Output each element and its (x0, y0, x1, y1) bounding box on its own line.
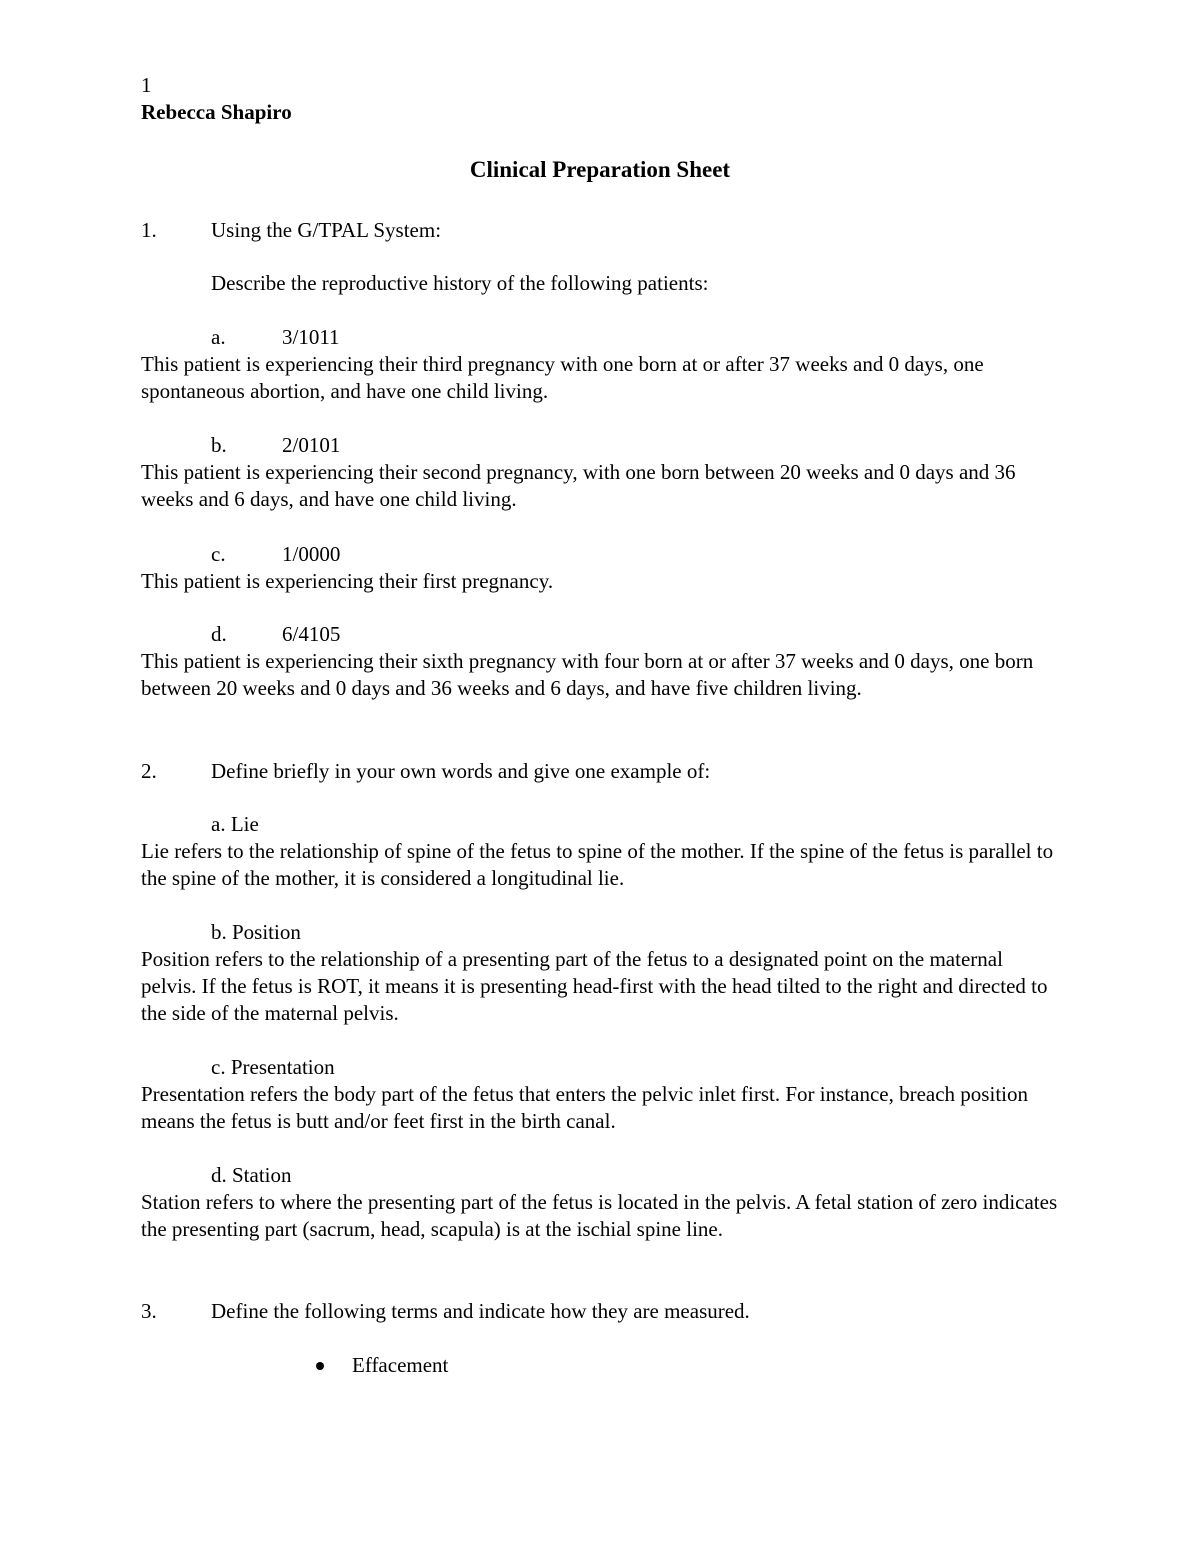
q1-item-d-label: d. (211, 622, 227, 646)
q1-item-a-label: a. (211, 325, 226, 349)
author-name: Rebecca Shapiro (141, 100, 292, 124)
q1-item-a-answer: This patient is experiencing their third pregnancy with one born at or after 37 weeks and 0 days, one spontaneous abortion, and have one child living. (141, 352, 984, 403)
q1-item-c-answer: This patient is experiencing their first pregnancy. (141, 569, 554, 593)
q2-item-c-label: c. Presentation (211, 1055, 335, 1079)
q1-item-a-code: 3/1011 (282, 325, 340, 349)
question-3-prompt: Define the following terms and indicate how they are measured. (211, 1299, 750, 1323)
question-3-number: 3. (141, 1299, 157, 1323)
q1-item-b-label: b. (211, 433, 227, 457)
q2-item-b-label: b. Position (211, 920, 301, 944)
q1-item-d-code: 6/4105 (282, 622, 341, 646)
q2-item-d-label: d. Station (211, 1163, 292, 1187)
question-1-number: 1. (141, 218, 157, 242)
question-1-instruction: Describe the reproductive history of the following patients: (211, 271, 709, 295)
q1-item-c-code: 1/0000 (282, 542, 341, 566)
q2-item-c-answer: Presentation refers the body part of the fetus that enters the pelvic inlet first. For instance, breach position means the fetus is butt and/or feet first in the birth canal. (141, 1082, 1028, 1133)
q1-item-d-answer: This patient is experiencing their sixth pregnancy with four born at or after 37 weeks and 0 days, one born between 20 weeks and 0 days and 36 weeks and 6 days, and have five children living. (141, 649, 1034, 700)
q1-item-b-code: 2/0101 (282, 433, 341, 457)
question-2-prompt: Define briefly in your own words and give one example of: (211, 759, 711, 783)
q2-item-b-answer: Position refers to the relationship of a presenting part of the fetus to a designated point on the maternal pelvis. If the fetus is ROT, it means it is presenting head-first with the head tilted to the right and directed to the side of the maternal pelvis. (141, 947, 1048, 1025)
page-number: 1 (141, 73, 152, 97)
question-2-number: 2. (141, 759, 157, 783)
document-title: Clinical Preparation Sheet (469, 157, 731, 182)
q2-item-a-answer: Lie refers to the relationship of spine of the fetus to spine of the mother. If the spine of the fetus is parallel to the spine of the mother, it is considered a longitudinal lie. (141, 839, 1054, 890)
question-1-prompt: Using the G/TPAL System: (211, 218, 442, 242)
q1-item-c-label: c. (211, 542, 226, 566)
q2-item-a-label: a. Lie (211, 812, 259, 836)
q3-bullet-effacement: Effacement (352, 1353, 449, 1377)
bullet-icon (316, 1362, 324, 1370)
q2-item-d-answer: Station refers to where the presenting part of the fetus is located in the pelvis. A fetal station of zero indicates the presenting part (sacrum, head, scapula) is at the ischial spine line. (141, 1190, 1058, 1241)
q1-item-b-answer: This patient is experiencing their second pregnancy, with one born between 20 weeks and 0 days and 36 weeks and 6 days, and have one child living. (141, 460, 1016, 511)
